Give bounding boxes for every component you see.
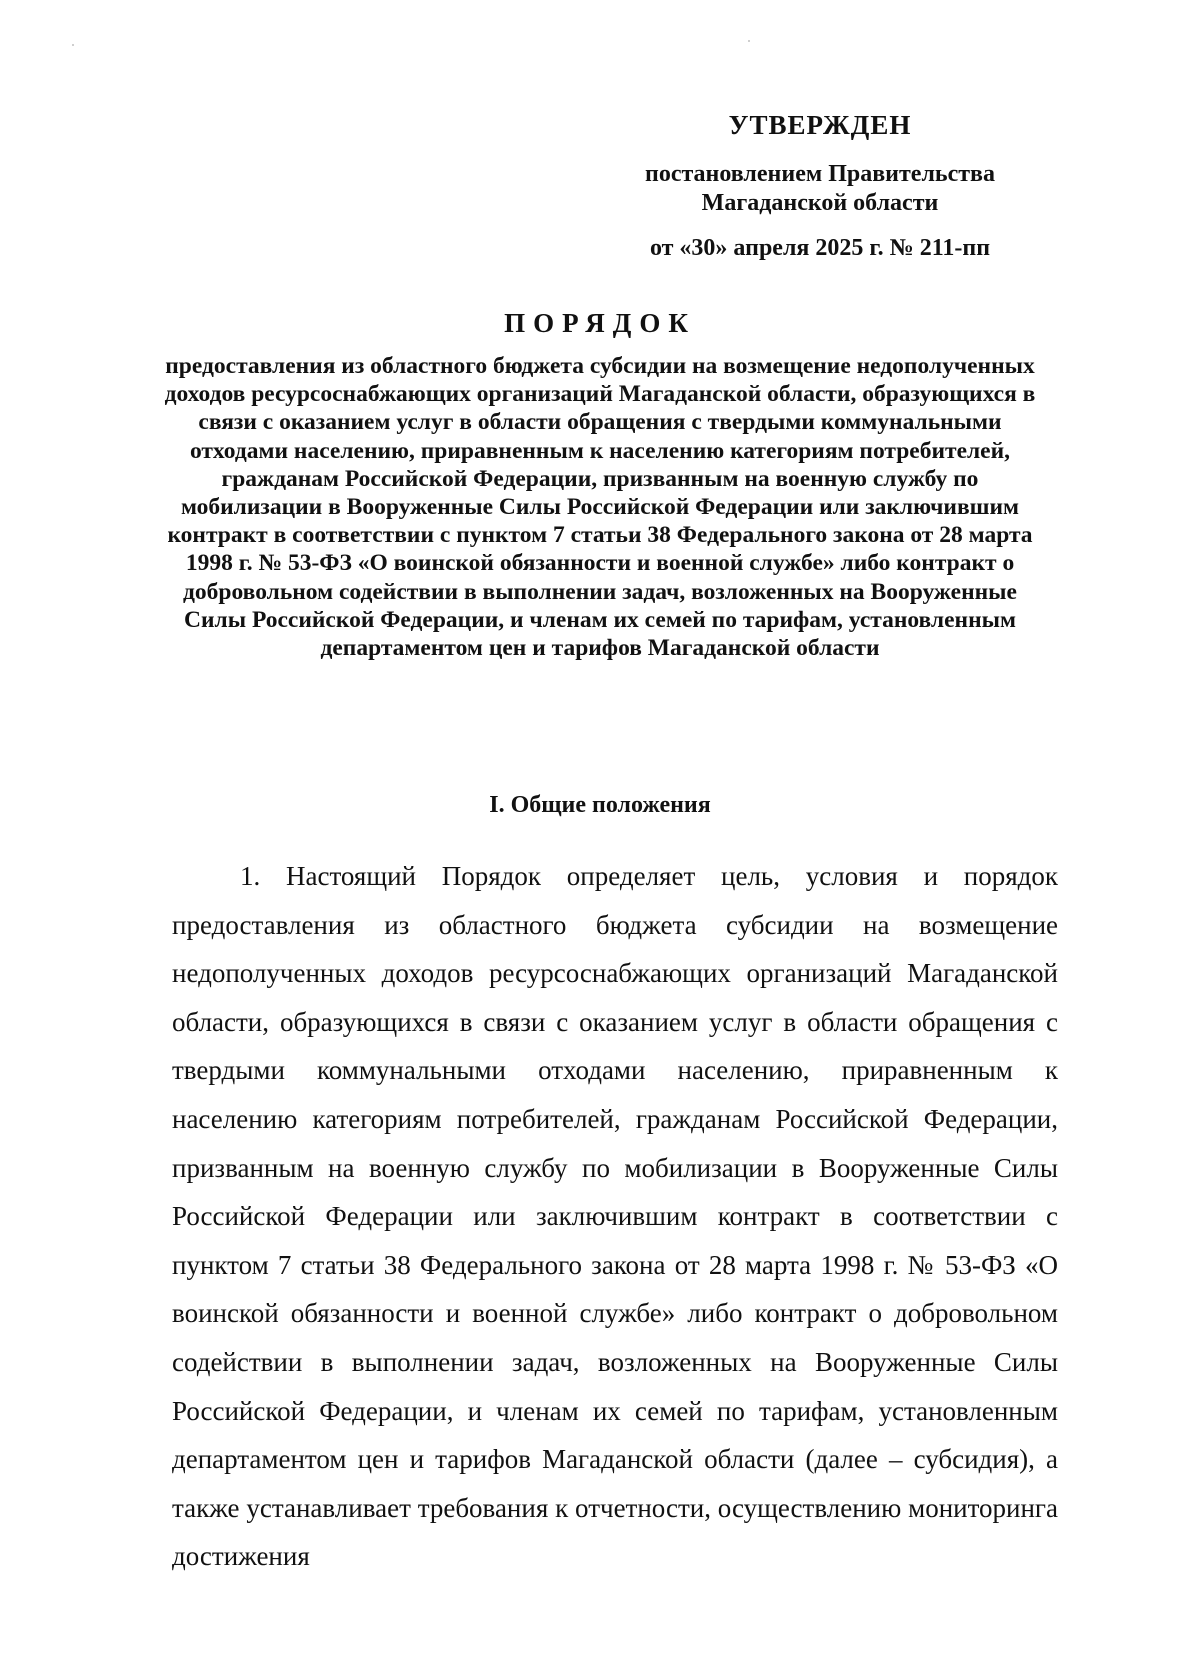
section-heading: I. Общие положения [489, 792, 711, 818]
document-title: ПОРЯДОК [504, 308, 696, 338]
scan-speck [72, 44, 74, 46]
approval-line-1: постановлением Правительства [644, 161, 995, 187]
approval-stamp [600, 108, 1040, 263]
approval-line-2: Магаданской области [701, 190, 939, 216]
document-subtitle: предоставления из областного бюджета субсидии на возмещение недополученных доходов ресурсоснабжающих организаций Магаданской области, образующихся в связи с оказанием услуг в области обращения с твердыми коммунальными отходами населению, приравненным к населению категориям потребителей, гражданам Российской Федерации, призванным на военную службу по мобилизации в Вооруженные Силы Российской Федерации или заключившим контракт в соответствии с пунктом 7 статьи 38 Федерального закона от 28 марта 1998 г. № 53-ФЗ «О воинской обязанности и военной службе» либо контракт о добровольном содействии в выполнении задач, возложенных на Вооруженные Силы Российской Федерации, и членам их семей по тарифам, установленным департаментом цен и тарифов Магаданской области [164, 353, 1036, 662]
scan-speck [748, 40, 750, 42]
approval-date: от «30» апреля 2025 г. № 211-пп [649, 235, 991, 261]
paragraph-1: 1. Настоящий Порядок определяет цель, условия и порядок предоставления из областного бюджета субсидии на возмещение недополученных доходов ресурсоснабжающих организаций Магаданской области, образующихся в связи с оказанием услуг в области обращения с твердыми коммунальными отходами населению, приравненным к населению категориям потребителей, гражданам Российской Федерации, призванным на военную службу по мобилизации в Вооруженные Силы Российской Федерации или заключившим контракт в соответствии с пунктом 7 статьи 38 Федерального закона от 28 марта 1998 г. № 53-ФЗ «О воинской обязанности и военной службе» либо контракт о добровольном содействии в выполнении задач, возложенных на Вооруженные Силы Российской Федерации, и членам их семей по тарифам, установленным департаментом цен и тарифов Магаданской области (далее – субсидия), а также устанавливает требования к отчетности, осуществлению мониторинга достижения [172, 861, 1058, 1572]
approval-title: УТВЕРЖДЕН [728, 110, 912, 140]
